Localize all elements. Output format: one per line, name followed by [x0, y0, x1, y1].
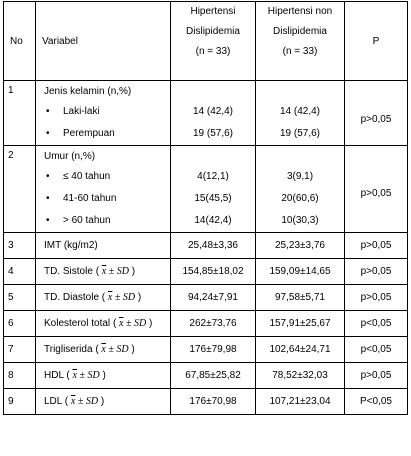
bullet-icon: •: [46, 128, 50, 139]
header-no: No: [4, 2, 36, 81]
mean-sd-notation: ( $\overline{x}$ ± SD ): [101, 292, 142, 303]
table-row-hdl: [4, 363, 408, 389]
list-item: • Laki-laki: [44, 101, 170, 123]
row-label: IMT (kg/m2): [36, 233, 171, 259]
header-group-2: Hipertensi non Dislipidemia (n = 33): [256, 2, 345, 81]
group-2-value: 159,09±14,65: [256, 259, 345, 285]
p-value: p<0,05: [345, 311, 408, 337]
list-item: • 41-60 tahun: [44, 188, 170, 210]
row-label: Umur (n,%) • ≤ 40 tahun • 41-60 tahun • > 60 tahun: [36, 146, 171, 233]
table-row-diastole: [4, 285, 408, 311]
row-label: LDL ( $\overline{x}$ ± SD ): [36, 389, 171, 415]
list-item: • > 60 tahun: [44, 210, 170, 232]
table-row-imt: [4, 233, 408, 259]
mean-sd-notation: ( $\overline{x}$ ± SD ): [95, 344, 135, 355]
p-value: P<0,05: [345, 389, 408, 415]
row-number: 5: [4, 285, 36, 311]
row-label: Jenis kelamin (n,%) • Laki-laki • Perempuan: [36, 81, 171, 146]
header-row: [4, 2, 408, 81]
table-row-kolesterol: [4, 311, 408, 337]
group-2-value: 107,21±23,04: [256, 389, 345, 415]
p-value: p>0,05: [345, 233, 408, 259]
row-number: 1: [4, 81, 36, 146]
table-row-trigliserida: [4, 337, 408, 363]
group-1-value: 154,85±18,02: [171, 259, 256, 285]
mean-sd-notation: ( $\overline{x}$ ± SD ): [66, 370, 106, 381]
header-p: P: [345, 2, 408, 81]
row-number: 4: [4, 259, 36, 285]
group-2-value: 97,58±5,71: [256, 285, 345, 311]
row-number: 3: [4, 233, 36, 259]
table-row-sistole: [4, 259, 408, 285]
bullet-icon: •: [46, 193, 50, 204]
header-variabel: Variabel: [36, 2, 171, 81]
p-value: p>0,05: [345, 285, 408, 311]
p-value: p>0,05: [345, 146, 408, 233]
group-1-values: 4(12,1) 15(45,5) 14(42,4): [171, 146, 256, 233]
row-label: TD. Diastole ( $\overline{x}$ ± SD ): [36, 285, 171, 311]
header-group-1: Hipertensi Dislipidemia (n = 33): [171, 2, 256, 81]
group-1-value: 67,85±25,82: [171, 363, 256, 389]
row-number: 8: [4, 363, 36, 389]
row-number: 2: [4, 146, 36, 233]
group-2-values: 14 (42,4) 19 (57,6): [256, 81, 345, 146]
bullet-icon: •: [46, 106, 50, 117]
mean-sd-notation: ( $\overline{x}$ ± SD ): [95, 266, 136, 277]
group-2-value: 102,64±24,71: [256, 337, 345, 363]
row-label: Trigliserida ( $\overline{x}$ ± SD ): [36, 337, 171, 363]
group-2-value: 25,23±3,76: [256, 233, 345, 259]
row-label: Kolesterol total ( $\overline{x}$ ± SD ): [36, 311, 171, 337]
p-value: p>0,05: [345, 81, 408, 146]
group-1-value: 176±70,98: [171, 389, 256, 415]
characteristics-table: [3, 1, 408, 415]
p-value: p>0,05: [345, 363, 408, 389]
p-value: p>0,05: [345, 259, 408, 285]
group-2-value: 78,52±32,03: [256, 363, 345, 389]
bullet-icon: •: [46, 171, 50, 182]
group-1-value: 94,24±7,91: [171, 285, 256, 311]
group-1-values: 14 (42,4) 19 (57,6): [171, 81, 256, 146]
row-number: 9: [4, 389, 36, 415]
group-2-value: 157,91±25,67: [256, 311, 345, 337]
list-item: • ≤ 40 tahun: [44, 166, 170, 188]
table-row-ldl: [4, 389, 408, 415]
group-2-values: 3(9,1) 20(60,6) 10(30,3): [256, 146, 345, 233]
mean-sd-notation: ( $\overline{x}$ ± SD ): [64, 396, 105, 407]
bullet-icon: •: [46, 215, 50, 226]
row-number: 7: [4, 337, 36, 363]
table-row-jenis-kelamin: [4, 81, 408, 146]
list-item: • Perempuan: [44, 123, 170, 145]
mean-sd-notation: ( $\overline{x}$ ± SD ): [112, 318, 153, 329]
row-label: HDL ( $\overline{x}$ ± SD ): [36, 363, 171, 389]
table-row-umur: [4, 146, 408, 233]
row-label: TD. Sistole ( $\overline{x}$ ± SD ): [36, 259, 171, 285]
p-value: p<0,05: [345, 337, 408, 363]
group-1-value: 262±73,76: [171, 311, 256, 337]
group-1-value: 176±79,98: [171, 337, 256, 363]
row-number: 6: [4, 311, 36, 337]
group-1-value: 25,48±3,36: [171, 233, 256, 259]
